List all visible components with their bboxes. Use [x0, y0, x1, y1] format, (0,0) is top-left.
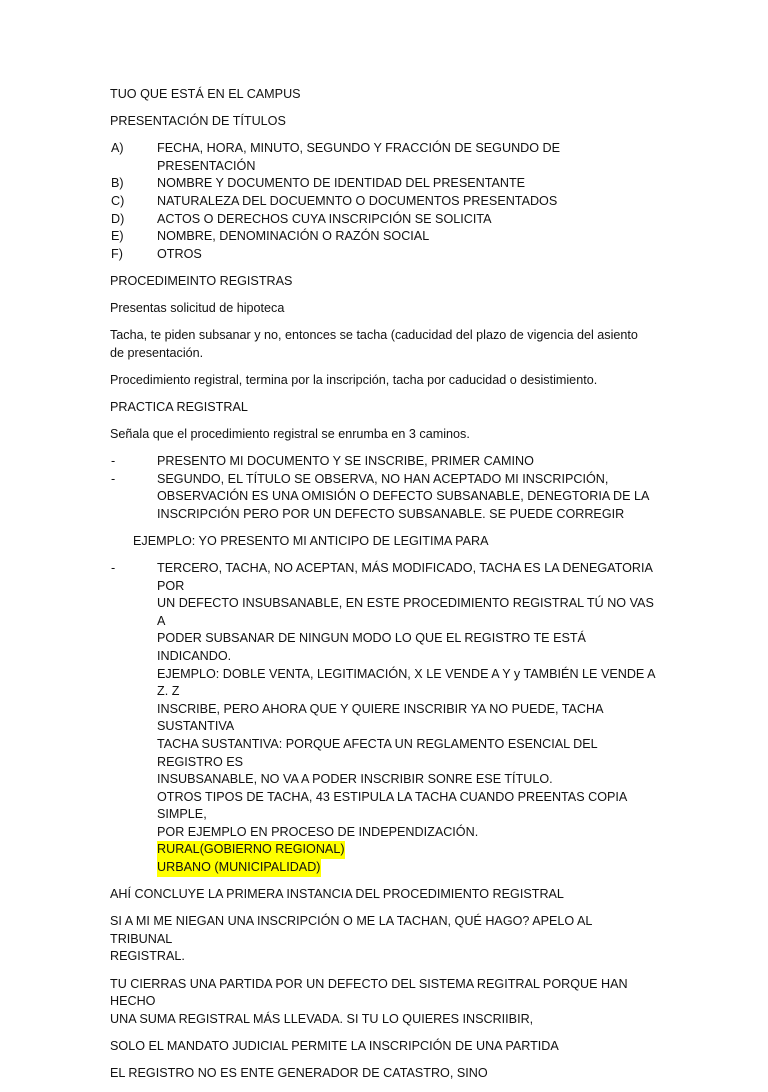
list-item-text: NOMBRE, DENOMINACIÓN O RAZÓN SOCIAL — [157, 229, 430, 244]
list-item-text: PRESENTO MI DOCUMENTO Y SE INSCRIBE, PRIMER CAMINO — [157, 454, 534, 468]
list-item-text — [157, 471, 655, 524]
list-item-text: NATURALEZA DEL DOCUEMNTO O DOCUMENTOS PRESENTADOS — [157, 193, 558, 208]
list-item — [110, 193, 655, 211]
list-item — [110, 471, 655, 524]
highlighted-text-urbano: URBANO (MUNICIPALIDAD) — [157, 859, 321, 877]
paragraph-line: SI A MI ME NIEGAN UNA INSCRIPCIÓN O ME LA TACHAN, QUÉ HAGO? APELO AL TRIBUNAL — [110, 914, 592, 946]
list-marker: A) — [111, 141, 124, 156]
list-item-line: PODER SUBSANAR DE NINGUN MODO LO QUE EL REGISTRO TE ESTÁ INDICANDO. — [157, 631, 586, 663]
list-item-line: POR EJEMPLO EN PROCESO DE INDEPENDIZACIÓN. — [157, 824, 479, 839]
paragraph-line: REGISTRAL. — [110, 949, 185, 964]
list-marker: B) — [111, 176, 124, 191]
list-item-line: OBSERVACIÓN ES UNA OMISIÓN O DEFECTO SUBSANABLE, DENEGTORIA DE LA — [157, 489, 650, 504]
list-item-line: INSCRIBE, PERO AHORA QUE Y QUIERE INSCRIBIR YA NO PUEDE, TACHA SUSTANTIVA — [157, 701, 603, 734]
paragraph-catastro: EL REGISTRO NO ES ENTE GENERADOR DE CATASTRO, SINO — [110, 1065, 488, 1080]
list-item-text: OTROS — [157, 246, 202, 261]
list-marker: - — [111, 471, 116, 486]
paragraph-senala: Señala que el procedimiento registral se enrumba en 3 caminos. — [110, 426, 470, 441]
heading-practica-registral: PRACTICA REGISTRAL — [110, 399, 248, 414]
paragraph-cierras — [110, 976, 655, 1029]
list-item-line: OTROS TIPOS DE TACHA, 43 ESTIPULA LA TACHA CUANDO PREENTAS COPIA SIMPLE, — [157, 789, 627, 822]
list-item-line: SEGUNDO, EL TÍTULO SE OBSERVA, NO HAN ACEPTADO MI INSCRIPCIÓN, — [157, 471, 609, 486]
heading-procedimiento: PROCEDIMEINTO REGISTRAS — [110, 273, 293, 288]
paragraph-tacha — [110, 327, 655, 362]
paragraph-line: TU CIERRAS UNA PARTIDA POR UN DEFECTO DEL SISTEMA REGITRAL PORQUE HAN HECHO — [110, 976, 628, 1009]
list-item-line: INSCRIPCIÓN PERO POR UN DEFECTO SUBSANABLE. SE PUEDE CORREGIR — [157, 506, 625, 521]
list-item-line: TACHA SUSTANTIVA: PORQUE AFECTA UN REGLAMENTO ESENCIAL DEL REGISTRO ES — [157, 736, 598, 769]
caminos-list-1 — [110, 453, 655, 523]
list-item — [110, 140, 655, 175]
list-marker: - — [111, 454, 116, 468]
list-item — [110, 560, 655, 877]
caminos-list-2 — [110, 560, 655, 877]
list-item — [110, 175, 655, 193]
list-item — [110, 211, 655, 229]
list-item-line: UN DEFECTO INSUBSANABLE, EN ESTE PROCEDIMIENTO REGISTRAL TÚ NO VAS A — [157, 596, 654, 628]
paragraph-concluye: AHÍ CONCLUYE LA PRIMERA INSTANCIA DEL PROCEDIMIENTO REGISTRAL — [110, 887, 564, 902]
list-marker: - — [111, 560, 116, 575]
list-marker: C) — [111, 193, 125, 208]
paragraph-ejemplo: EJEMPLO: YO PRESENTO MI ANTICIPO DE LEGITIMA PARA — [133, 533, 489, 548]
list-item-line: TERCERO, TACHA, NO ACEPTAN, MÁS MODIFICADO, TACHA ES LA DENEGATORIA POR — [157, 560, 653, 593]
paragraph-mandato: SOLO EL MANDATO JUDICIAL PERMITE LA INSCRIPCIÓN DE UNA PARTIDA — [110, 1038, 559, 1053]
list-item-text: FECHA, HORA, MINUTO, SEGUNDO Y FRACCIÓN DE SEGUNDO DE PRESENTACIÓN — [157, 141, 561, 173]
paragraph-line: UNA SUMA REGISTRAL MÁS LLEVADA. SI TU LO QUIERES INSCRIIBIR, — [110, 1011, 534, 1026]
list-item-line: INSUBSANABLE, NO VA A PODER INSCRIBIR SONRE ESE TÍTULO. — [157, 772, 553, 787]
paragraph-niegan — [110, 913, 655, 966]
highlighted-text-rural: RURAL(GOBIERNO REGIONAL) — [157, 841, 345, 859]
list-marker: E) — [111, 229, 124, 244]
list-item — [110, 246, 655, 264]
list-item-line: EJEMPLO: DOBLE VENTA, LEGITIMACIÓN, X LE VENDE A Y y TAMBIÉN LE VENDE A Z. Z — [157, 666, 655, 699]
list-item-text: NOMBRE Y DOCUMENTO DE IDENTIDAD DEL PRESENTANTE — [157, 176, 526, 191]
list-item — [110, 453, 655, 471]
list-item-text — [157, 560, 655, 877]
paragraph-line: Tacha, te piden subsanar y no, entonces se tacha (caducidad del plazo de vigencia del asiento — [110, 328, 638, 343]
heading-tuo: TUO QUE ESTÁ EN EL CAMPUS — [110, 87, 301, 101]
paragraph-line: de presentación. — [110, 345, 204, 360]
document-body — [110, 86, 655, 1092]
list-marker: D) — [111, 211, 125, 226]
list-item-text: ACTOS O DERECHOS CUYA INSCRIPCIÓN SE SOLICITA — [157, 211, 492, 226]
titles-list — [110, 140, 655, 263]
list-marker: F) — [111, 246, 123, 261]
list-item — [110, 228, 655, 246]
paragraph-hipoteca: Presentas solicitud de hipoteca — [110, 300, 285, 315]
paragraph-procedimiento-registral: Procedimiento registral, termina por la inscripción, tacha por caducidad o desistimiento. — [110, 372, 598, 387]
heading-presentacion-titulos: PRESENTACIÓN DE TÍTULOS — [110, 114, 286, 129]
